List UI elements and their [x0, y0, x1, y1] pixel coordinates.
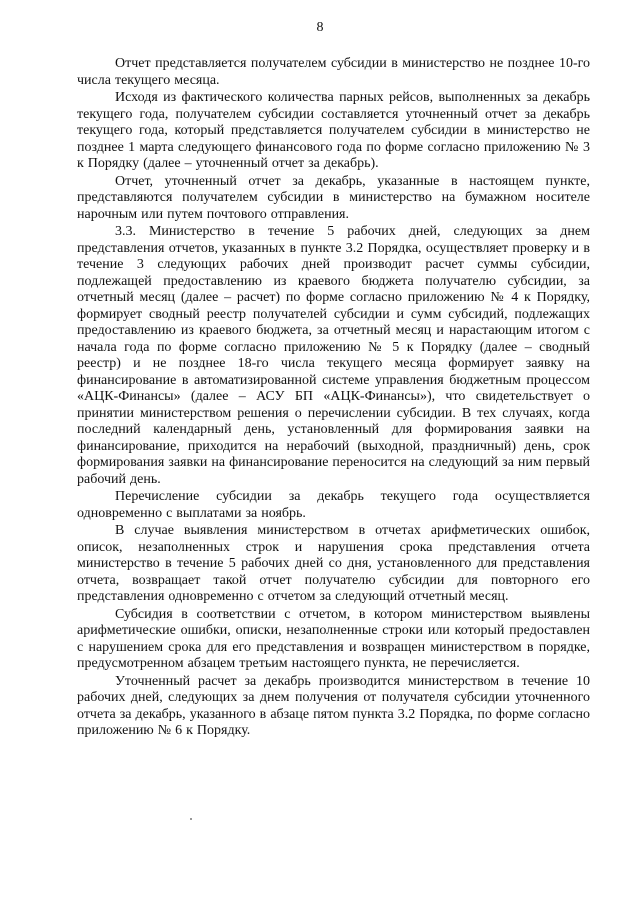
- paragraph-report-deadline: Отчет представляется получателем субсидии в министерство не позднее 10-го числа текущего месяца.: [77, 56, 590, 88]
- paragraph-december-refined-report: Исходя из фактического количества парных рейсов, выполненных за декабрь текущего года, получателем субсидии составляется уточненный отчет за декабрь текущего года, который представляется получателем субсидии в министерство не позднее 1 марта следующего финансового года по форме согласно приложению № 3 к Порядку (далее – уточненный отчет за декабрь).: [77, 90, 590, 171]
- scan-speck: [190, 818, 192, 820]
- document-body: [77, 56, 590, 740]
- paragraph-clause-3-3: 3.3. Министерство в течение 5 рабочих дней, следующих за днем представления отчетов, указанных в пункте 3.2 Порядка, осуществляет проверку и в течение 3 следующих рабочих дней производит расчет суммы субсидии, подлежащей предоставлению из краевого бюджета получателю субсидии, за отчетный месяц (далее – расчет) по форме согласно приложению № 4 к Порядку, формирует сводный реестр получателей субсидии и сумм субсидий, подлежащих предоставлению из краевого бюджета, за отчетный месяц и нарастающим итогом с начала года по форме согласно приложению № 5 к Порядку (далее – сводный реестр) и не позднее 18-го числа текущего месяца формирует заявку на финансирование в автоматизированной системе управления бюджетным процессом «АЦК-Финансы» (далее – АСУ БП «АЦК-Финансы»), что свидетельствует о принятии министерством решения о перечислении субсидии. В тех случаях, когда последний календарный день, установленный для формирования заявки на финансирование, приходится на нерабочий (выходной, праздничный) день, срок формирования заявки на финансирование переносится на следующий за ним первый рабочий день.: [77, 224, 590, 487]
- page-number: 8: [316, 20, 324, 35]
- paragraph-subsidy-not-transferred: Субсидия в соответствии с отчетом, в котором министерством выявлены арифметические ошибки, описки, незаполненные строки или который предоставлен с нарушением срока для его представления и возвращен министерством в порядке, предусмотренном абзацем третьим настоящего пункта, не перечисляется.: [77, 606, 590, 671]
- paragraph-errors-return: В случае выявления министерством в отчетах арифметических ошибок, описок, незаполненных строк и нарушения срока представления отчета министерство в течение 5 рабочих дней со дня, установленного для представления отчета, возвращает такой отчет получателю субсидии для повторного его представления одновременно с отчетом за следующий отчетный месяц.: [77, 523, 590, 604]
- paragraph-december-transfer: Перечисление субсидии за декабрь текущего года осуществляется одновременно с выплатами за ноябрь.: [77, 489, 590, 521]
- paragraph-december-refined-calculation: Уточненный расчет за декабрь производится министерством в течение 10 рабочих дней, следующих за днем получения от получателя субсидии уточненного отчета за декабрь, указанного в абзаце пятом пункта 3.2 Порядка, по форме согласно приложению № 6 к Порядку.: [77, 673, 590, 738]
- paragraph-report-submission-method: Отчет, уточненный отчет за декабрь, указанные в настоящем пункте, представляются получателем субсидии в министерство на бумажном носителе нарочным или путем почтового отправления.: [77, 173, 590, 222]
